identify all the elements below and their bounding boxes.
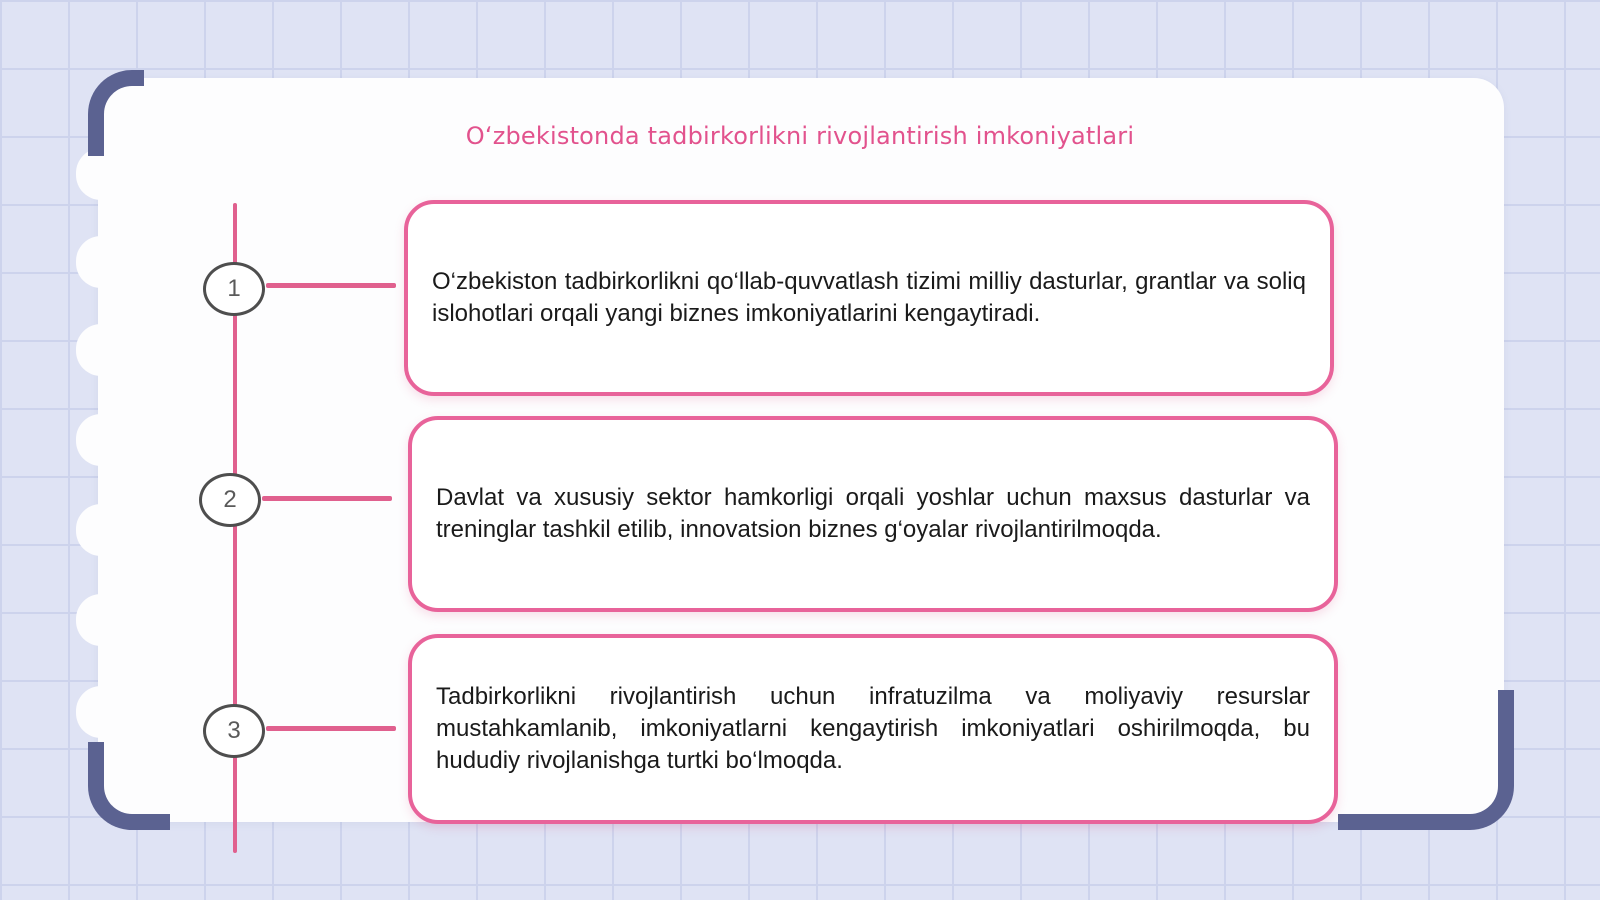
sheet-notch bbox=[76, 594, 126, 646]
step-text-2: Davlat va xususiy sektor hamkorligi orqali yoshlar uchun maxsus dasturlar va treninglar tashkil etilib, innovatsion biznes g‘oyalar rivojlantirilmoqda. bbox=[436, 484, 1310, 543]
sheet-notch bbox=[76, 686, 126, 738]
step-card-1 bbox=[404, 200, 1334, 396]
slide-title: Oʻzbekistonda tadbirkorlikni rivojlantirish imkoniyatlari bbox=[465, 122, 1135, 150]
frame-corner-bottom-left bbox=[88, 742, 170, 830]
sheet-notch bbox=[76, 324, 126, 376]
timeline-connector-1 bbox=[266, 283, 396, 288]
timeline-connector-3 bbox=[266, 726, 396, 731]
timeline-connector-2 bbox=[262, 496, 392, 501]
sheet-notch bbox=[76, 236, 126, 288]
step-number-2: 2 bbox=[199, 473, 261, 527]
step-card-2 bbox=[408, 416, 1338, 612]
step-text-3: Tadbirkorlikni rivojlantirish uchun infratuzilma va moliyaviy resurslar mustahkamlanib, imkoniyatlarni kengaytirish imkoniyatlari oshirilmoqda, bu hududiy rivojlanishga turtki bo‘lmoqda. bbox=[436, 683, 1310, 774]
step-card-3 bbox=[408, 634, 1338, 824]
frame-corner-bottom-right bbox=[1338, 690, 1514, 830]
step-number-3: 3 bbox=[203, 704, 265, 758]
step-text-1: O‘zbekiston tadbirkorlikni qo‘llab-quvvatlash tizimi milliy dasturlar, grantlar va soliq islohotlari orqali yangi biznes imkoniyatlarini kengaytiradi. bbox=[432, 268, 1306, 327]
sheet-notch bbox=[76, 504, 126, 556]
sheet-notch bbox=[76, 414, 126, 466]
step-number-1: 1 bbox=[203, 262, 265, 316]
